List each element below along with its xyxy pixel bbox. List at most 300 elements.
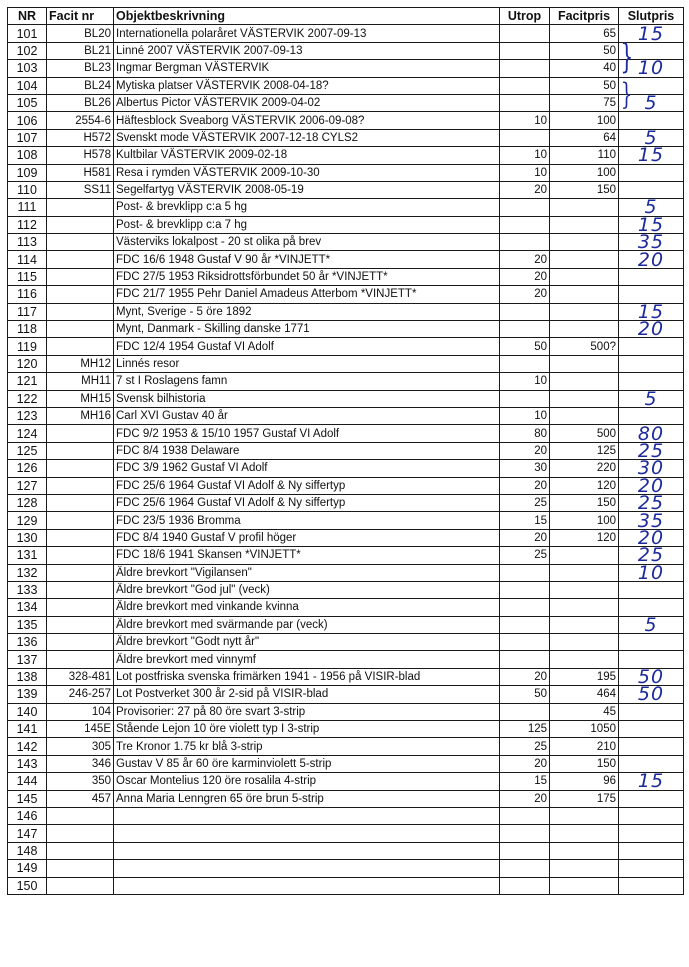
- cell-objektbeskrivning: 7 st I Roslagens famn: [114, 373, 500, 390]
- cell-utrop: [500, 599, 550, 616]
- cell-utrop: [500, 616, 550, 633]
- cell-facit-nr: [47, 616, 114, 633]
- cell-facit-nr: [47, 877, 114, 894]
- table-row: [8, 181, 684, 198]
- cell-utrop: 25: [500, 494, 550, 511]
- cell-nr: 149: [8, 860, 47, 877]
- table-row: [8, 877, 684, 894]
- cell-nr: 146: [8, 807, 47, 824]
- cell-slutpris: [619, 164, 684, 181]
- cell-facitpris: 220: [550, 460, 619, 477]
- cell-objektbeskrivning: FDC 12/4 1954 Gustaf VI Adolf: [114, 338, 500, 355]
- cell-facitpris: [550, 616, 619, 633]
- cell-objektbeskrivning: Äldre brevkort med vinkande kvinna: [114, 599, 500, 616]
- cell-slutpris: 50: [619, 668, 684, 685]
- cell-facitpris: 195: [550, 668, 619, 685]
- table-row: [8, 651, 684, 668]
- cell-utrop: 20: [500, 181, 550, 198]
- cell-nr: 129: [8, 512, 47, 529]
- cell-slutpris: [619, 842, 684, 859]
- cell-facit-nr: [47, 634, 114, 651]
- cell-slutpris: [619, 286, 684, 303]
- table-row: [8, 112, 684, 129]
- cell-facit-nr: [47, 581, 114, 598]
- cell-objektbeskrivning: FDC 27/5 1953 Riksidrottsförbundet 50 år *VINJETT*: [114, 268, 500, 285]
- cell-nr: 104: [8, 77, 47, 94]
- cell-nr: 113: [8, 234, 47, 251]
- cell-slutpris: [619, 877, 684, 894]
- cell-utrop: [500, 807, 550, 824]
- cell-nr: 133: [8, 581, 47, 598]
- cell-utrop: [500, 564, 550, 581]
- cell-facit-nr: BL21: [47, 42, 114, 59]
- header-objektbeskrivning: Objektbeskrivning: [114, 8, 500, 25]
- cell-nr: 127: [8, 477, 47, 494]
- cell-utrop: 10: [500, 147, 550, 164]
- cell-facitpris: [550, 321, 619, 338]
- cell-facitpris: 50: [550, 77, 619, 94]
- cell-utrop: [500, 877, 550, 894]
- table-row: [8, 773, 684, 790]
- cell-facit-nr: BL23: [47, 60, 114, 77]
- cell-objektbeskrivning: Häftesblock Sveaborg VÄSTERVIK 2006-09-08?: [114, 112, 500, 129]
- cell-facit-nr: MH12: [47, 355, 114, 372]
- cell-slutpris: [619, 721, 684, 738]
- cell-facit-nr: [47, 547, 114, 564]
- cell-utrop: [500, 234, 550, 251]
- header-facit-nr: Facit nr: [47, 8, 114, 25]
- cell-slutpris: 25: [619, 494, 684, 511]
- cell-utrop: 25: [500, 547, 550, 564]
- cell-utrop: 20: [500, 668, 550, 685]
- cell-utrop: [500, 216, 550, 233]
- cell-facitpris: [550, 390, 619, 407]
- cell-facit-nr: [47, 460, 114, 477]
- cell-nr: 118: [8, 321, 47, 338]
- cell-utrop: 10: [500, 373, 550, 390]
- cell-utrop: 10: [500, 407, 550, 424]
- header-facitpris: Facitpris: [550, 8, 619, 25]
- cell-slutpris: 15: [619, 216, 684, 233]
- cell-objektbeskrivning: Äldre brevkort "God jul" (veck): [114, 581, 500, 598]
- cell-facit-nr: 457: [47, 790, 114, 807]
- lot-rows: [8, 25, 684, 895]
- table-row: [8, 355, 684, 372]
- cell-facitpris: 50: [550, 42, 619, 59]
- cell-facit-nr: MH11: [47, 373, 114, 390]
- cell-utrop: [500, 581, 550, 598]
- cell-slutpris: [619, 755, 684, 772]
- cell-slutpris: 20: [619, 477, 684, 494]
- cell-facit-nr: [47, 199, 114, 216]
- cell-nr: 125: [8, 442, 47, 459]
- cell-facitpris: [550, 303, 619, 320]
- cell-slutpris: 20: [619, 529, 684, 546]
- cell-utrop: [500, 860, 550, 877]
- cell-facit-nr: [47, 529, 114, 546]
- cell-facitpris: 75: [550, 94, 619, 111]
- cell-facitpris: 150: [550, 494, 619, 511]
- cell-utrop: 50: [500, 338, 550, 355]
- cell-facitpris: 45: [550, 703, 619, 720]
- cell-nr: 110: [8, 181, 47, 198]
- cell-utrop: [500, 129, 550, 146]
- cell-facitpris: 100: [550, 164, 619, 181]
- header-nr: NR: [8, 8, 47, 25]
- cell-objektbeskrivning: Kultbilar VÄSTERVIK 2009-02-18: [114, 147, 500, 164]
- cell-slutpris: 5: [619, 616, 684, 633]
- table-row: [8, 860, 684, 877]
- cell-facitpris: [550, 199, 619, 216]
- cell-slutpris: [619, 807, 684, 824]
- cell-facitpris: [550, 355, 619, 372]
- cell-facitpris: 65: [550, 25, 619, 42]
- cell-slutpris: 10: [619, 60, 684, 77]
- cell-nr: 103: [8, 60, 47, 77]
- cell-facit-nr: SS11: [47, 181, 114, 198]
- cell-utrop: [500, 25, 550, 42]
- cell-objektbeskrivning: Mytiska platser VÄSTERVIK 2008-04-18?: [114, 77, 500, 94]
- cell-facitpris: [550, 234, 619, 251]
- table-row: [8, 668, 684, 685]
- table-row: [8, 338, 684, 355]
- table-row: [8, 755, 684, 772]
- table-row: [8, 303, 684, 320]
- cell-facitpris: 210: [550, 738, 619, 755]
- cell-slutpris: [619, 599, 684, 616]
- table-row: [8, 147, 684, 164]
- cell-utrop: 80: [500, 425, 550, 442]
- handwritten-brace-icon: }: [620, 77, 633, 112]
- cell-utrop: 25: [500, 738, 550, 755]
- table-row: [8, 529, 684, 546]
- table-row: [8, 842, 684, 859]
- cell-facitpris: [550, 651, 619, 668]
- cell-slutpris: [619, 651, 684, 668]
- cell-facit-nr: 145E: [47, 721, 114, 738]
- cell-objektbeskrivning: Segelfartyg VÄSTERVIK 2008-05-19: [114, 181, 500, 198]
- cell-facitpris: 96: [550, 773, 619, 790]
- cell-objektbeskrivning: Mynt, Sverige - 5 öre 1892: [114, 303, 500, 320]
- cell-utrop: [500, 355, 550, 372]
- table-row: [8, 442, 684, 459]
- cell-facit-nr: [47, 251, 114, 268]
- cell-utrop: [500, 321, 550, 338]
- cell-slutpris: 80: [619, 425, 684, 442]
- cell-utrop: 30: [500, 460, 550, 477]
- cell-facit-nr: [47, 442, 114, 459]
- cell-slutpris: [619, 355, 684, 372]
- cell-slutpris: 50: [619, 686, 684, 703]
- cell-slutpris: [619, 825, 684, 842]
- cell-nr: 111: [8, 199, 47, 216]
- cell-nr: 112: [8, 216, 47, 233]
- table-row: [8, 581, 684, 598]
- cell-nr: 123: [8, 407, 47, 424]
- cell-slutpris: 25: [619, 547, 684, 564]
- cell-utrop: 15: [500, 512, 550, 529]
- cell-facit-nr: BL24: [47, 77, 114, 94]
- cell-facitpris: 1050: [550, 721, 619, 738]
- cell-objektbeskrivning: Anna Maria Lenngren 65 öre brun 5-strip: [114, 790, 500, 807]
- cell-objektbeskrivning: Ingmar Bergman VÄSTERVIK: [114, 60, 500, 77]
- cell-utrop: [500, 42, 550, 59]
- cell-objektbeskrivning: Post- & brevklipp c:a 5 hg: [114, 199, 500, 216]
- cell-nr: 137: [8, 651, 47, 668]
- cell-objektbeskrivning: FDC 18/6 1941 Skansen *VINJETT*: [114, 547, 500, 564]
- cell-utrop: [500, 842, 550, 859]
- table-row: [8, 564, 684, 581]
- cell-slutpris: [619, 181, 684, 198]
- cell-utrop: [500, 303, 550, 320]
- handwritten-brace-icon: }: [620, 37, 634, 77]
- table-row: [8, 616, 684, 633]
- cell-objektbeskrivning: Resa i rymden VÄSTERVIK 2009-10-30: [114, 164, 500, 181]
- cell-objektbeskrivning: Svensk bilhistoria: [114, 390, 500, 407]
- cell-facitpris: 64: [550, 129, 619, 146]
- cell-facitpris: [550, 599, 619, 616]
- table-row: [8, 373, 684, 390]
- cell-facitpris: [550, 286, 619, 303]
- cell-objektbeskrivning: Äldre brevkort med vinnymf: [114, 651, 500, 668]
- cell-facit-nr: [47, 512, 114, 529]
- cell-utrop: 10: [500, 164, 550, 181]
- cell-slutpris: [619, 634, 684, 651]
- cell-nr: 150: [8, 877, 47, 894]
- cell-nr: 119: [8, 338, 47, 355]
- cell-facitpris: [550, 547, 619, 564]
- cell-objektbeskrivning: FDC 25/6 1964 Gustaf VI Adolf & Ny siffertyp: [114, 494, 500, 511]
- table-row: [8, 686, 684, 703]
- cell-objektbeskrivning: [114, 842, 500, 859]
- cell-facitpris: [550, 842, 619, 859]
- cell-slutpris: 10: [619, 564, 684, 581]
- cell-nr: 142: [8, 738, 47, 755]
- table-row: [8, 268, 684, 285]
- cell-utrop: [500, 703, 550, 720]
- cell-facit-nr: 104: [47, 703, 114, 720]
- cell-slutpris: 15: [619, 25, 684, 42]
- cell-utrop: 50: [500, 686, 550, 703]
- cell-objektbeskrivning: Stående Lejon 10 öre violett typ I 3-strip: [114, 721, 500, 738]
- cell-facit-nr: [47, 564, 114, 581]
- table-row: [8, 547, 684, 564]
- cell-slutpris: 5: [619, 390, 684, 407]
- cell-nr: 128: [8, 494, 47, 511]
- cell-objektbeskrivning: Albertus Pictor VÄSTERVIK 2009-04-02: [114, 94, 500, 111]
- cell-utrop: 125: [500, 721, 550, 738]
- cell-nr: 101: [8, 25, 47, 42]
- cell-nr: 109: [8, 164, 47, 181]
- header-slutpris: Slutpris: [619, 8, 684, 25]
- cell-nr: 136: [8, 634, 47, 651]
- cell-objektbeskrivning: Västerviks lokalpost - 20 st olika på brev: [114, 234, 500, 251]
- cell-objektbeskrivning: [114, 860, 500, 877]
- cell-facit-nr: MH15: [47, 390, 114, 407]
- cell-facitpris: [550, 268, 619, 285]
- cell-facit-nr: MH16: [47, 407, 114, 424]
- cell-objektbeskrivning: [114, 825, 500, 842]
- table-row: [8, 25, 684, 42]
- cell-utrop: [500, 77, 550, 94]
- cell-facitpris: [550, 877, 619, 894]
- table-row: [8, 825, 684, 842]
- table-row: [8, 425, 684, 442]
- cell-slutpris: [619, 268, 684, 285]
- auction-lot-table: [7, 7, 684, 895]
- cell-facit-nr: [47, 860, 114, 877]
- cell-objektbeskrivning: Lot Postverket 300 år 2-sid på VISIR-blad: [114, 686, 500, 703]
- cell-objektbeskrivning: [114, 807, 500, 824]
- cell-nr: 143: [8, 755, 47, 772]
- cell-nr: 145: [8, 790, 47, 807]
- cell-nr: 135: [8, 616, 47, 633]
- cell-nr: 131: [8, 547, 47, 564]
- table-row: [8, 721, 684, 738]
- cell-facitpris: 120: [550, 529, 619, 546]
- cell-facit-nr: BL26: [47, 94, 114, 111]
- cell-utrop: [500, 390, 550, 407]
- cell-slutpris: [619, 407, 684, 424]
- cell-objektbeskrivning: Svenskt mode VÄSTERVIK 2007-12-18 CYLS2: [114, 129, 500, 146]
- cell-facit-nr: [47, 494, 114, 511]
- table-row: [8, 321, 684, 338]
- cell-nr: 122: [8, 390, 47, 407]
- cell-slutpris: 35: [619, 512, 684, 529]
- cell-facitpris: 100: [550, 112, 619, 129]
- cell-objektbeskrivning: Tre Kronor 1.75 kr blå 3-strip: [114, 738, 500, 755]
- cell-utrop: [500, 199, 550, 216]
- cell-utrop: 20: [500, 529, 550, 546]
- cell-nr: 138: [8, 668, 47, 685]
- cell-slutpris: 15: [619, 147, 684, 164]
- cell-facit-nr: H572: [47, 129, 114, 146]
- cell-facitpris: 110: [550, 147, 619, 164]
- cell-facitpris: [550, 807, 619, 824]
- cell-facit-nr: BL20: [47, 25, 114, 42]
- cell-objektbeskrivning: Oscar Montelius 120 öre rosalila 4-strip: [114, 773, 500, 790]
- cell-nr: 108: [8, 147, 47, 164]
- cell-slutpris: [619, 373, 684, 390]
- cell-utrop: [500, 825, 550, 842]
- cell-objektbeskrivning: FDC 9/2 1953 & 15/10 1957 Gustaf VI Adolf: [114, 425, 500, 442]
- cell-objektbeskrivning: Äldre brevkort med svärmande par (veck): [114, 616, 500, 633]
- cell-objektbeskrivning: Carl XVI Gustav 40 år: [114, 407, 500, 424]
- table-row: [8, 512, 684, 529]
- cell-facitpris: [550, 407, 619, 424]
- table-row: [8, 286, 684, 303]
- cell-slutpris: [619, 581, 684, 598]
- cell-facitpris: 100: [550, 512, 619, 529]
- cell-utrop: 20: [500, 286, 550, 303]
- cell-facitpris: [550, 564, 619, 581]
- cell-facitpris: 464: [550, 686, 619, 703]
- cell-nr: 141: [8, 721, 47, 738]
- cell-facit-nr: [47, 825, 114, 842]
- cell-objektbeskrivning: Äldre brevkort "Vigilansen": [114, 564, 500, 581]
- cell-facit-nr: 305: [47, 738, 114, 755]
- cell-slutpris: [619, 790, 684, 807]
- cell-nr: 102: [8, 42, 47, 59]
- table-row: [8, 216, 684, 233]
- cell-utrop: 20: [500, 755, 550, 772]
- cell-facit-nr: 246-257: [47, 686, 114, 703]
- cell-facit-nr: [47, 599, 114, 616]
- cell-utrop: [500, 60, 550, 77]
- cell-utrop: [500, 634, 550, 651]
- cell-facitpris: 500?: [550, 338, 619, 355]
- cell-slutpris: 30: [619, 460, 684, 477]
- table-row: [8, 94, 684, 111]
- cell-objektbeskrivning: Mynt, Danmark - Skilling danske 1771: [114, 321, 500, 338]
- table-row: [8, 634, 684, 651]
- cell-nr: 114: [8, 251, 47, 268]
- cell-facit-nr: H578: [47, 147, 114, 164]
- cell-facit-nr: [47, 321, 114, 338]
- header-utrop: Utrop: [500, 8, 550, 25]
- table-row: [8, 234, 684, 251]
- cell-nr: 139: [8, 686, 47, 703]
- cell-nr: 144: [8, 773, 47, 790]
- cell-nr: 116: [8, 286, 47, 303]
- cell-slutpris: 35: [619, 234, 684, 251]
- cell-nr: 140: [8, 703, 47, 720]
- cell-objektbeskrivning: Post- & brevklipp c:a 7 hg: [114, 216, 500, 233]
- cell-facitpris: 500: [550, 425, 619, 442]
- cell-utrop: 20: [500, 477, 550, 494]
- cell-slutpris: [619, 703, 684, 720]
- cell-facit-nr: [47, 842, 114, 859]
- table-row: [8, 164, 684, 181]
- cell-utrop: [500, 94, 550, 111]
- cell-facitpris: 150: [550, 181, 619, 198]
- cell-slutpris: 5: [619, 94, 684, 111]
- cell-facitpris: [550, 251, 619, 268]
- cell-facit-nr: 2554-6: [47, 112, 114, 129]
- table-row: [8, 199, 684, 216]
- cell-slutpris: 20: [619, 321, 684, 338]
- cell-facitpris: 120: [550, 477, 619, 494]
- cell-facitpris: [550, 825, 619, 842]
- cell-nr: 117: [8, 303, 47, 320]
- cell-facit-nr: 346: [47, 755, 114, 772]
- cell-utrop: [500, 651, 550, 668]
- cell-facit-nr: [47, 477, 114, 494]
- cell-facitpris: [550, 581, 619, 598]
- cell-objektbeskrivning: FDC 23/5 1936 Bromma: [114, 512, 500, 529]
- cell-nr: 121: [8, 373, 47, 390]
- cell-facit-nr: [47, 651, 114, 668]
- cell-slutpris: [619, 738, 684, 755]
- cell-utrop: 20: [500, 790, 550, 807]
- cell-facit-nr: 328-481: [47, 668, 114, 685]
- table-row: [8, 77, 684, 94]
- cell-utrop: 10: [500, 112, 550, 129]
- table-row: [8, 60, 684, 77]
- cell-facitpris: [550, 216, 619, 233]
- cell-facit-nr: 350: [47, 773, 114, 790]
- cell-objektbeskrivning: FDC 8/4 1940 Gustaf V profil höger: [114, 529, 500, 546]
- cell-facitpris: 175: [550, 790, 619, 807]
- table-row: [8, 807, 684, 824]
- cell-facit-nr: H581: [47, 164, 114, 181]
- cell-facitpris: 150: [550, 755, 619, 772]
- cell-slutpris: 15: [619, 773, 684, 790]
- table-row: [8, 251, 684, 268]
- cell-objektbeskrivning: [114, 877, 500, 894]
- cell-objektbeskrivning: FDC 16/6 1948 Gustaf V 90 år *VINJETT*: [114, 251, 500, 268]
- cell-facit-nr: [47, 807, 114, 824]
